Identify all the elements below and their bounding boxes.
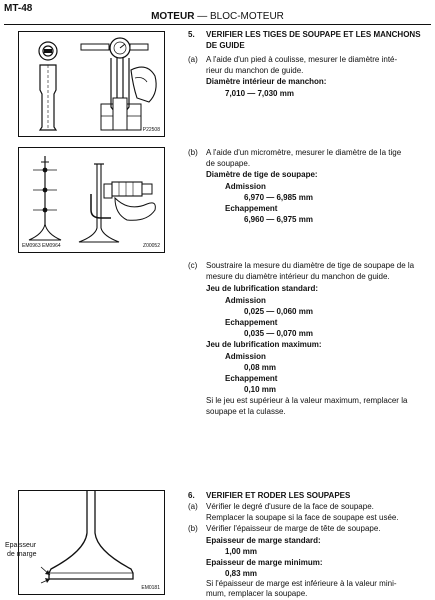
figure-code: P22508 [142,127,160,133]
step-5c-letter: (c) [188,261,198,270]
spec-label: Jeu de lubrification maximum: [206,340,322,349]
section-5-number: 5. [188,30,195,39]
page-header-title [0,11,435,22]
section-6-number: 6. [188,491,195,500]
step-6a-line2: Remplacer la soupape si la face de soupape est usée. [206,513,399,522]
step-6b-note-line1: Si l'épaisseur de marge est inférieure à la valeur mini- [206,579,397,588]
spec-sub-label: Admission [225,352,266,361]
step-5c-line1: Soustraire la mesure du diamètre de tige de soupape de la [206,261,415,270]
spec-sub-label: Echappement [225,374,278,383]
step-6a-letter: (a) [188,502,198,511]
step-5a-line1: A l'aide d'un pied à coulisse, mesurer le diamètre inté- [206,55,398,64]
step-5a-letter: (a) [188,55,198,64]
header-rule [4,24,431,25]
step-6a-line1: Vérifier le degré d'usure de la face de soupape. [206,502,374,511]
header-section: MOTEUR [151,11,195,22]
spec-value: 6,970 — 6,985 mm [244,193,313,202]
step-6b-note-line2: mum, remplacer la soupape. [206,589,308,598]
spec-label: Jeu de lubrification standard: [206,284,319,293]
step-5c-note-line2: soupape et la culasse. [206,407,286,416]
spec-sub-label: Admission [225,182,266,191]
step-5c-note-line1: Si le jeu est supérieur à la valeur maximum, remplacer la [206,396,408,405]
step-5b-line1: A l'aide d'un micromètre, mesurer le diamètre de la tige [206,148,402,157]
spec-sub-label: Admission [225,296,266,305]
header-subsection: BLOC-MOTEUR [210,11,284,22]
step-6b-line1: Vérifier l'épaisseur de marge de tête de soupape. [206,524,381,533]
step-5c-line2: mesure du diamètre intérieur du manchon de guide. [206,272,390,281]
figure-code-right: Z00052 [143,243,160,249]
section-6-title: VERIFIER ET RODER LES SOUPAPES [206,491,351,500]
spec-value: 0,08 mm [244,363,277,372]
page-number: MT-48 [4,3,33,14]
figure-guide-bushing-caliper [18,31,165,137]
step-5b-letter: (b) [188,148,198,157]
spec-value: 1,00 mm [225,547,258,556]
spec-sub-label: Echappement [225,318,278,327]
spec-value: 7,010 — 7,030 mm [225,89,294,98]
figure-code: EM0181 [141,585,160,591]
figure-valve-margin [5,490,165,595]
section-5-title-line2: DE GUIDE [206,41,245,50]
valve-margin-illustration [19,491,164,594]
spec-value: 0,025 — 0,060 mm [244,307,313,316]
spec-label: Diamètre de tige de soupape: [206,170,318,179]
spec-label: Epaisseur de marge standard: [206,536,321,545]
spec-value: 6,960 — 6,975 mm [244,215,313,224]
micrometer-illustration [19,148,164,252]
margin-label-line1: Epaisseur [5,542,37,549]
caliper-illustration [19,32,164,136]
figure-valve-stem-micrometer [18,147,165,253]
step-6b-letter: (b) [188,524,198,533]
section-5-title-line1: VERIFIER LES TIGES DE SOUPAPE ET LES MANCHONS [206,30,421,39]
spec-value: 0,83 mm [225,569,258,578]
step-5a-line2: rieur du manchon de guide. [206,66,304,75]
spec-value: 0,035 — 0,070 mm [244,329,313,338]
spec-sub-label: Echappement [225,204,278,213]
header-separator: — [197,11,208,22]
figure-codes: EM0963 EM0964 [22,243,61,249]
margin-label-line2: de marge [7,551,37,558]
spec-value: 0,10 mm [244,385,277,394]
spec-label: Epaisseur de marge minimum: [206,558,323,567]
step-5b-line2: de soupape. [206,159,251,168]
spec-label: Diamètre intérieur de manchon: [206,77,327,86]
